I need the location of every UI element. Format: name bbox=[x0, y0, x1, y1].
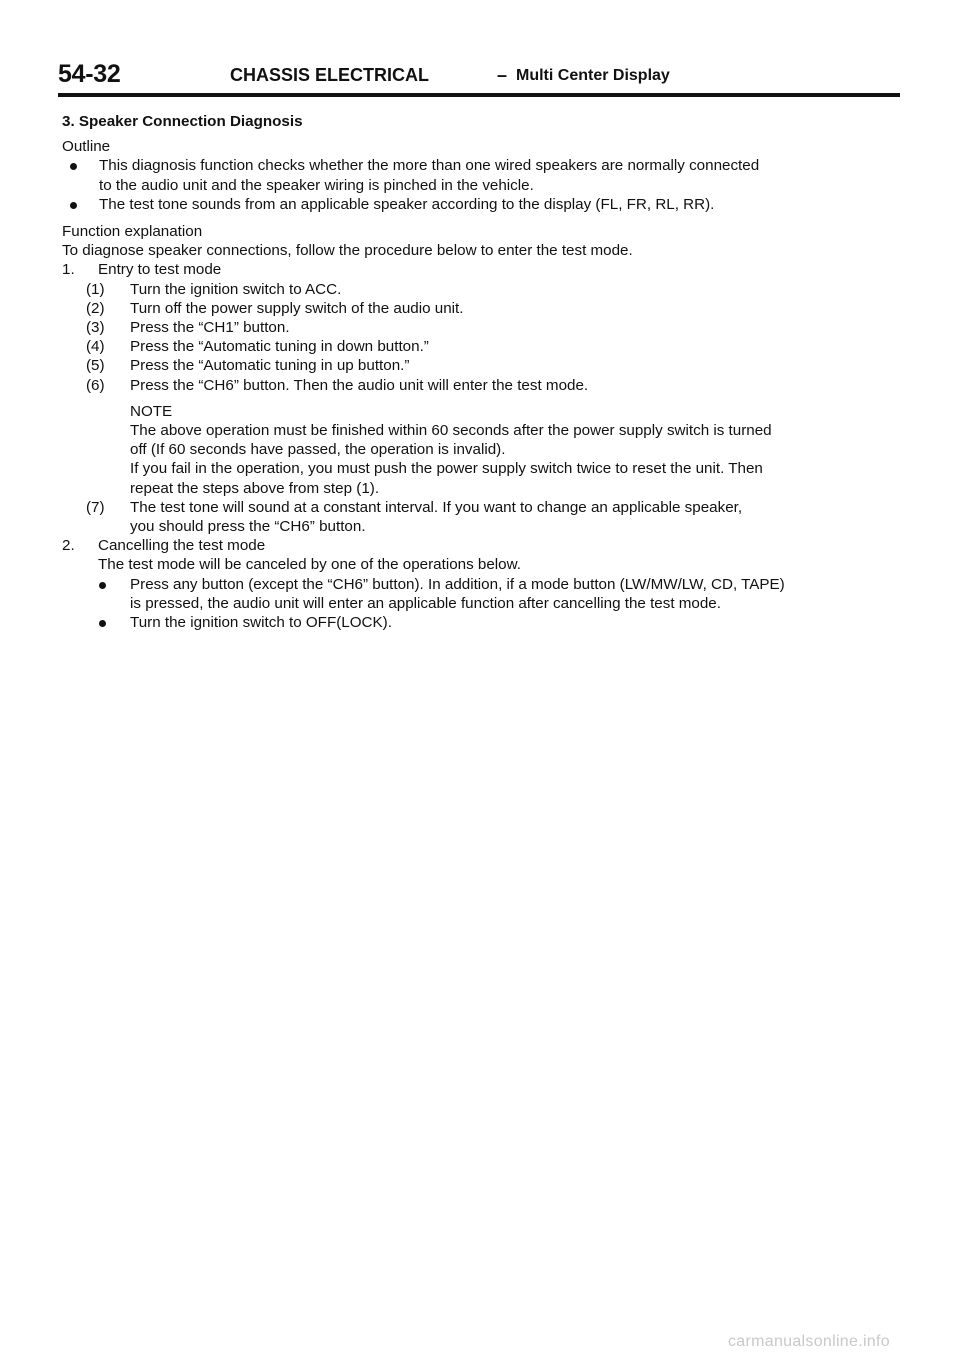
item-number: (4) bbox=[86, 338, 105, 356]
function-intro: To diagnose speaker connections, follow the procedure below to enter the test mode. bbox=[62, 242, 633, 260]
outline-bullet-1-line-2: to the audio unit and the speaker wiring is pinched in the vehicle. bbox=[99, 176, 534, 194]
outline-bullet-1 bbox=[62, 156, 904, 175]
outline-bullet-2-text: The test tone sounds from an applicable speaker according to the display (FL, FR, RL, RR). bbox=[99, 195, 715, 213]
note-line: If you fail in the operation, you must push the power supply switch twice to reset the unit. Then bbox=[130, 460, 763, 478]
cancel-bullet-1 bbox=[62, 575, 904, 594]
item-text: The test tone will sound at a constant interval. If you want to change an applicable speaker, bbox=[130, 498, 743, 516]
page-number: 54-32 bbox=[58, 60, 121, 88]
list-item bbox=[62, 376, 904, 395]
step-2-intro: The test mode will be canceled by one of the operations below. bbox=[98, 556, 521, 574]
item-number: (2) bbox=[86, 299, 105, 317]
step-1 bbox=[62, 260, 904, 279]
bullet-icon bbox=[99, 582, 106, 589]
bullet-icon bbox=[70, 202, 77, 209]
outline-bullet-1-line-1: This diagnosis function checks whether the more than one wired speakers are normally connected bbox=[99, 157, 760, 175]
list-item bbox=[62, 280, 904, 299]
header-separator: – bbox=[497, 65, 508, 85]
outline-label: Outline bbox=[62, 138, 111, 156]
step-2-title: Cancelling the test mode bbox=[98, 537, 266, 555]
step-2-number: 2. bbox=[62, 537, 75, 555]
item-number: (1) bbox=[86, 280, 105, 298]
step-1-title: Entry to test mode bbox=[98, 261, 222, 279]
item-text-continued: you should press the “CH6” button. bbox=[130, 518, 366, 536]
bullet-icon bbox=[70, 163, 77, 170]
list-item bbox=[62, 299, 904, 318]
chapter-title: CHASSIS ELECTRICAL bbox=[230, 65, 430, 85]
list-item bbox=[62, 498, 904, 517]
item-number: (7) bbox=[86, 498, 105, 516]
item-text: Turn off the power supply switch of the audio unit. bbox=[130, 299, 464, 317]
item-text: Press the “Automatic tuning in down button.” bbox=[130, 338, 429, 356]
note-label: NOTE bbox=[130, 402, 173, 420]
outline-bullet-2 bbox=[62, 195, 904, 214]
cancel-bullet-1-line-1: Press any button (except the “CH6” button). In addition, if a mode button (LW/MW/LW, CD, TAPE) bbox=[130, 575, 785, 593]
step-1-number: 1. bbox=[62, 261, 75, 279]
function-label: Function explanation bbox=[62, 223, 203, 241]
spacer bbox=[62, 214, 904, 222]
header-rule bbox=[58, 93, 900, 97]
item-number: (3) bbox=[86, 319, 105, 337]
section-title: Multi Center Display bbox=[516, 67, 670, 84]
item-text: Press the “Automatic tuning in up button.” bbox=[130, 357, 410, 375]
cancel-bullet-2-text: Turn the ignition switch to OFF(LOCK). bbox=[130, 614, 392, 632]
step-2 bbox=[62, 536, 904, 555]
item-text: Press the “CH1” button. bbox=[130, 319, 290, 337]
note-line: off (If 60 seconds have passed, the operation is invalid). bbox=[130, 441, 506, 459]
list-item bbox=[62, 356, 904, 375]
cancel-bullet-2 bbox=[62, 613, 904, 632]
list-item bbox=[62, 318, 904, 337]
cancel-bullet-1-line-2: is pressed, the audio unit will enter an applicable function after cancelling the test mode. bbox=[130, 594, 721, 612]
watermark: carmanualsonline.info bbox=[728, 1333, 890, 1350]
item-number: (6) bbox=[86, 376, 105, 394]
page-header bbox=[58, 60, 900, 94]
document-body bbox=[62, 112, 904, 632]
bullet-icon bbox=[99, 620, 106, 627]
note-line: The above operation must be finished within 60 seconds after the power supply switch is turned bbox=[130, 422, 772, 440]
item-text: Turn the ignition switch to ACC. bbox=[130, 280, 342, 298]
item-number: (5) bbox=[86, 357, 105, 375]
list-item bbox=[62, 337, 904, 356]
note-line: repeat the steps above from step (1). bbox=[130, 479, 380, 497]
section-heading: 3. Speaker Connection Diagnosis bbox=[62, 113, 303, 130]
item-text: Press the “CH6” button. Then the audio unit will enter the test mode. bbox=[130, 376, 589, 394]
